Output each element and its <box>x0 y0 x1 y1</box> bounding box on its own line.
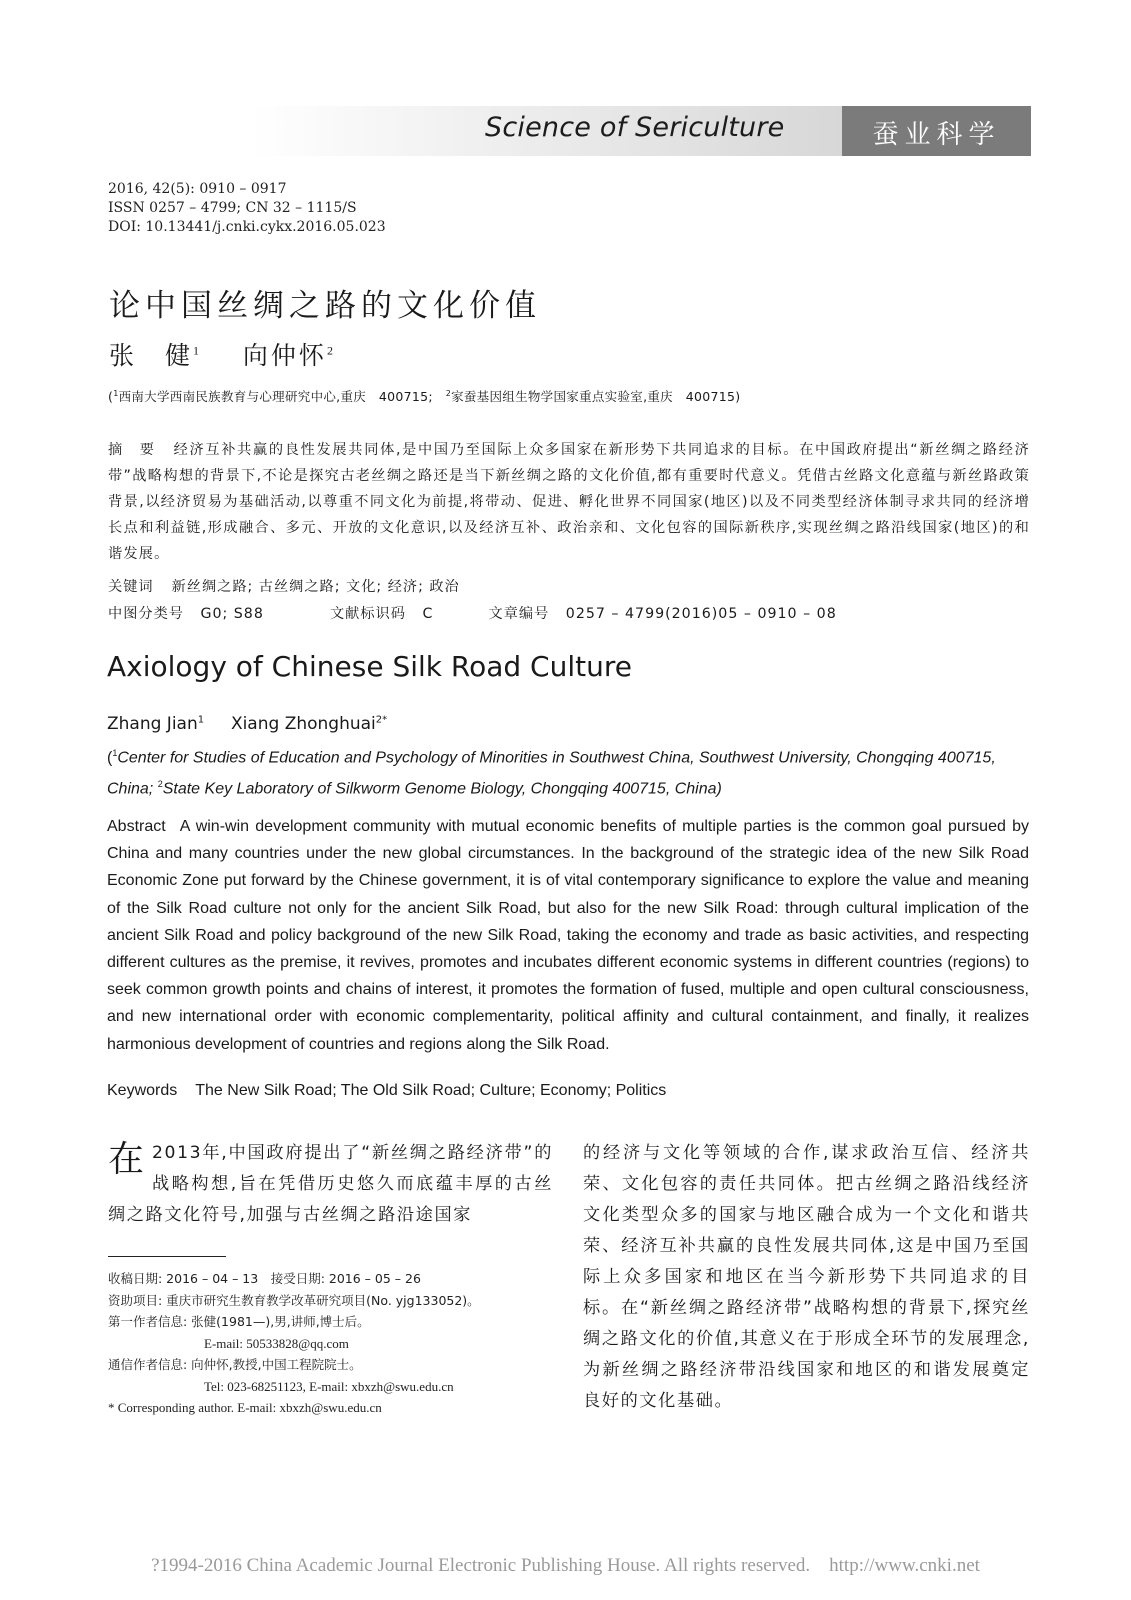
authors-en <box>107 714 387 734</box>
abstract-en <box>107 813 1029 1058</box>
footnote-corr-contact: Tel: 023-68251123, E-mail: xbxzh@swu.edu.cn <box>204 1378 454 1394</box>
abstract-cn <box>108 437 1030 567</box>
body-column-left <box>108 1138 553 1231</box>
author-2-cn: 向仲怀 <box>242 341 327 370</box>
volume-pages: 2016, 42(5): 0910 – 0917 <box>108 181 287 197</box>
body-text-right: 的经济与文化等领域的合作,谋求政治互信、经济共荣、文化包容的责任共同体。把古丝绸之路沿线经济文化类型众多的国家与地区融合成为一个文化和谐共荣、经济互补共赢的良性发展共同体,这是中国乃至国际上众多国家和地区在当今新形势下共同追求的目标。在“新丝绸之路经济带”战略构想的背景下,探究丝绸之路文化的价值,其意义在于形成全环节的发展理念,为新丝绸之路经济带沿线国家和地区的和谐发展奠定良好的文化基础。 <box>583 1143 1030 1411</box>
citation-meta <box>108 180 386 237</box>
journal-name-cn: 蚕业科学 <box>872 120 1001 150</box>
affil-sup-2: 2 <box>445 388 452 398</box>
article-title-en: Axiology of Chinese Silk Road Culture <box>107 650 632 683</box>
author-2-en: Xiang Zhonghuai <box>230 714 376 734</box>
keywords-en <box>107 1082 666 1100</box>
author-1-cn: 张 健 <box>109 341 194 370</box>
keywords-label-cn: 关键词 <box>108 579 154 595</box>
doi: DOI: 10.13441/j.cnki.cykx.2016.05.023 <box>108 219 386 235</box>
clc-label: 中图分类号 <box>108 606 184 622</box>
dropcap: 在 <box>108 1139 145 1180</box>
affil-en-sup-1: 1 <box>112 748 118 758</box>
affil-sup-1: 1 <box>113 388 119 398</box>
author-1-en: Zhang Jian <box>107 714 198 734</box>
keywords-text-en: The New Silk Road; The Old Silk Road; Culture; Economy; Politics <box>195 1082 667 1099</box>
keywords-text-cn: 新丝绸之路; 古丝绸之路; 文化; 经济; 政治 <box>171 579 460 595</box>
footnote-first-email: E-mail: 50533828@qq.com <box>204 1335 349 1351</box>
keywords-cn <box>108 576 460 596</box>
article-title-cn: 论中国丝绸之路的文化价值 <box>109 288 541 324</box>
issn: ISSN 0257 – 4799; CN 32 – 1115/S <box>108 200 357 216</box>
abstract-text-cn: 经济互补共赢的良性发展共同体,是中国乃至国际上众多国家在新形势下共同追求的目标。在中国政府提出“新丝绸之路经济带”战略构想的背景下,不论是探究古老丝绸之路还是当下新丝绸之路的文化价值,都有重要时代意义。凭借古丝路文化意蕴与新丝路政策背景,以经济贸易为基础活动,以尊重不同文化为前提,将带动、促进、孵化世界不同国家(地区)以及不同类型经济体制寻求共同的经济增长点和利益链,形成融合、多元、开放的文化意识,以及经济互补、政治亲和、文化包容的国际新秩序,实现丝绸之路沿线国家(地区)的和谐发展。 <box>108 442 1030 562</box>
authors-cn <box>109 336 333 372</box>
affiliation-cn <box>108 387 740 405</box>
author-1-en-sup: 1 <box>197 714 205 726</box>
body-text-left: 2013年,中国政府提出了“新丝绸之路经济带”的战略构想,旨在凭借历史悠久而底蕴丰厚的古丝绸之路文化符号,加强与古丝绸之路沿途国家 <box>108 1143 553 1225</box>
affiliation-en <box>107 740 1029 803</box>
classification-cn <box>108 603 837 623</box>
footnotes <box>108 1268 548 1419</box>
affil-en-2: State Key Laboratory of Silkworm Genome Biology, Chongqing 400715, China) <box>162 780 722 798</box>
affil-paren: ( <box>108 389 114 404</box>
clc-value: G0; S88 <box>200 606 264 622</box>
journal-name-en: Science of Sericulture <box>485 112 785 143</box>
copyright-notice: ?1994-2016 China Academic Journal Electronic Publishing House. All rights reserved. http://www.cnki.net <box>151 1555 980 1576</box>
keywords-label-en: Keywords <box>107 1082 178 1099</box>
affil-en-sup-2: 2 <box>157 779 163 790</box>
author-2-en-sup: 2* <box>375 714 388 726</box>
affil-cn-1: 西南大学西南民族教育与心理研究中心,重庆 400715; <box>118 389 446 404</box>
article-no-value: 0257 – 4799(2016)05 – 0910 – 08 <box>565 606 837 622</box>
article-no-label: 文章编号 <box>488 606 550 622</box>
abstract-text-en: A win-win development community with mutual economic benefits of multiple parties is the common goal pursued by China and many countries under the new global circumstances. In the background of the strategic idea of the new Silk Road Economic Zone put forward by the Chinese government, it is of vital contemporary significance to explore the value and meaning of the Silk Road culture not only for the ancient Silk Road, but also for the new Silk Road: through cultural implication of the ancient Silk Road and policy background of the new Silk Road, taking the economy and trade as basic activities, and respecting different cultures as the premise, it revives, promotes and incubates different economic systems in different countries (regions) to seek common growth points and chains of interest, it promotes the formation of fused, multiple and open cultural consciousness, and new international order with economic complementarity, political affinity and cultural containment, and finally, it realizes harmonious development of countries and regions along the Silk Road. <box>107 818 1029 1053</box>
doc-code-label: 文献标识码 <box>329 606 406 622</box>
doc-code-value: C <box>422 606 434 622</box>
abstract-label-cn: 摘 要 <box>108 442 156 458</box>
footnote-rule <box>108 1256 226 1257</box>
affil-en-paren: ( <box>107 749 113 767</box>
affil-cn-2: 家蚕基因组生物学国家重点实验室,重庆 400715) <box>451 389 741 404</box>
footnote-corr-author: 通信作者信息: 向仲怀,教授,中国工程院院士。 <box>108 1357 362 1372</box>
footnote-first-author: 第一作者信息: 张健(1981—),男,讲师,博士后。 <box>108 1314 370 1329</box>
author-2-sup: 2 <box>326 343 333 358</box>
footnote-received: 收稿日期: 2016 – 04 – 13 接受日期: 2016 – 05 – 26 <box>108 1271 421 1286</box>
footnote-corresponding: * Corresponding author. E-mail: xbxzh@swu.edu.cn <box>108 1400 382 1415</box>
body-column-right <box>583 1138 1030 1417</box>
footnote-funding: 资助项目: 重庆市研究生教育教学改革研究项目(No. yjg133052)。 <box>108 1292 480 1308</box>
abstract-label-en: Abstract <box>107 818 166 835</box>
affil-en-1: Center for Studies of Education and Psychology of Minorities in Southwest China, Southwest University, Chongqing 400715, China; <box>107 749 996 798</box>
author-1-sup: 1 <box>193 343 200 358</box>
